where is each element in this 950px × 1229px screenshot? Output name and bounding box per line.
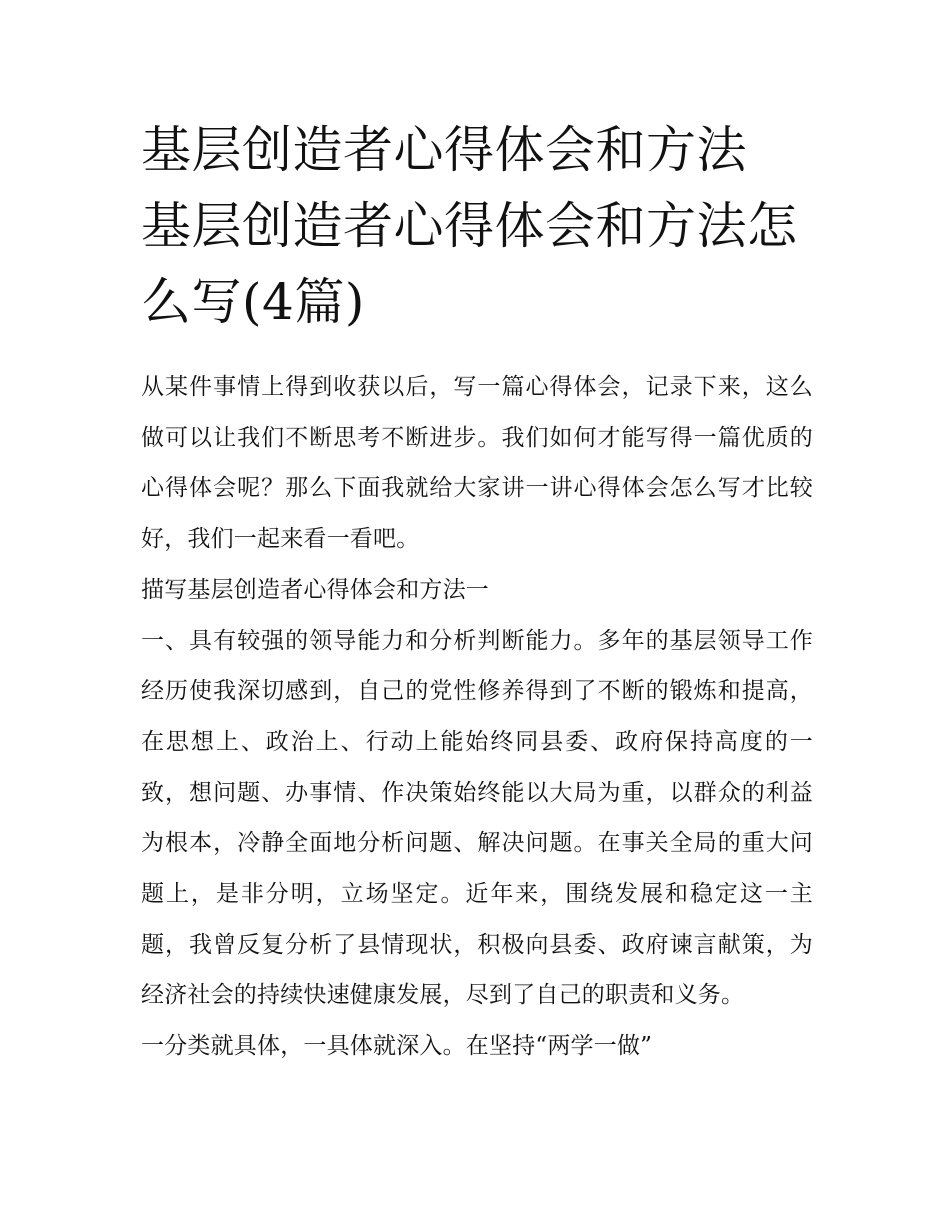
body-paragraph: 一、具有较强的领导能力和分析判断能力。多年的基层领导工作经历使我深切感到，自己的党性修养得到了不断的锻炼和提高，在思想上、政治上、行动上能始终同县委、政府保持高度的一致，想问题、办事情、作决策始终能以大局为重，以群众的利益为根本，冷静全面地分析问题、解决问题。在事关全局的重大问题上，是非分明，立场坚定。近年来，围绕发展和稳定这一主题，我曾反复分析了县情现状，积极向县委、政府谏言献策，为经济社会的持续快速健康发展，尽到了自己的职责和义务。 [141,627,813,1009]
intro-paragraph: 从某件事情上得到收获以后，写一篇心得体会，记录下来，这么做可以让我们不断思考不断进步。我们如何才能写得一篇优质的心得体会呢？那么下面我就给大家讲一讲心得体会怎么写才比较好，我们一起来看一看吧。 [141,374,813,553]
section-heading: 描写基层创造者心得体会和方法一 [141,576,489,603]
document-title: 基层创造者心得体会和方法 基层创造者心得体会和方法怎么写(4篇) [141,121,798,331]
document-page [141,112,813,1072]
body-paragraph-truncated: 一分类就具体，一具体就深入。在坚持“两学一做” [141,1033,653,1060]
